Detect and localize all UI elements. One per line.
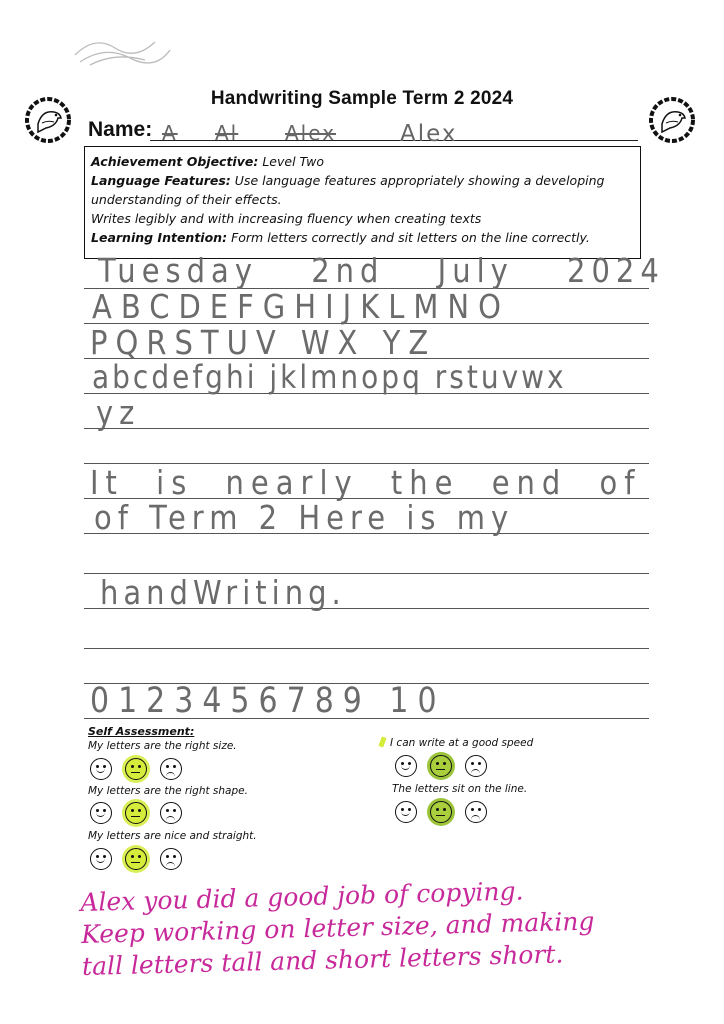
neutral-face-icon[interactable] [125, 848, 147, 870]
ruled-line [84, 428, 649, 429]
language-text: Use language features appropriately showing a developing understanding of their effects. [91, 173, 605, 207]
smiley-row [395, 755, 487, 777]
objectives-box [84, 146, 641, 259]
name-value: Alex [400, 121, 458, 147]
hw-numbers: 0123456789 10 [90, 680, 446, 721]
page-title: Handwriting Sample Term 2 2024 [210, 88, 514, 109]
feedback-line: Alex you did a good job of copying. [80, 876, 524, 917]
intention-text: Form letters correctly and sit letters on the line correctly. [231, 230, 590, 245]
name-attempt-3: Alex [285, 121, 337, 145]
assessment-statement: My letters are the right size. [88, 740, 237, 752]
sad-face-icon[interactable] [160, 758, 182, 780]
achievement-label: Achievement Objective: [91, 154, 259, 169]
hw-sentence-1: It is nearly the end of [90, 462, 642, 502]
scribble-mark [70, 30, 180, 70]
ruled-line [84, 648, 649, 649]
hw-upper-1: ABCDEFGHIJKLMNO [92, 286, 510, 326]
feedback-line: Keep working on letter size, and making [80, 906, 595, 949]
sad-face-icon[interactable] [465, 755, 487, 777]
hw-date: Tuesday 2nd July 2024 [98, 250, 665, 290]
neutral-face-icon[interactable] [125, 802, 147, 824]
assessment-statement: My letters are the right shape. [88, 785, 248, 797]
smiley-row [90, 758, 182, 780]
name-attempt-2: Al [215, 121, 239, 145]
hw-lower-2: yz [96, 392, 141, 432]
happy-face-icon[interactable] [395, 801, 417, 823]
happy-face-icon[interactable] [395, 755, 417, 777]
neutral-face-icon[interactable] [125, 758, 147, 780]
hw-sentence-2: of Term 2 Here is my [94, 497, 515, 537]
assessment-statement: The letters sit on the line. [392, 783, 528, 795]
smiley-row [90, 848, 182, 870]
sad-face-icon[interactable] [465, 801, 487, 823]
hw-lower-1: abcdefghi jklmnopq rstuvwx [92, 358, 567, 396]
hw-upper-2: PQRSTUV WX YZ [90, 322, 437, 362]
teacher-feedback [80, 872, 642, 983]
hw-sentence-3: handWriting. [100, 572, 346, 612]
happy-face-icon[interactable] [90, 758, 112, 780]
sad-face-icon[interactable] [160, 802, 182, 824]
smiley-row [395, 801, 487, 823]
writes-text: Writes legibly and with increasing fluency when creating texts [91, 211, 482, 226]
neutral-face-icon[interactable] [430, 755, 452, 777]
feedback-line: tall letters tall and short letters short. [81, 939, 564, 981]
neutral-face-icon[interactable] [430, 801, 452, 823]
smiley-row [90, 802, 182, 824]
happy-face-icon[interactable] [90, 802, 112, 824]
name-attempt-1: A [162, 121, 178, 145]
self-assessment-title: Self Assessment: [88, 725, 195, 738]
name-label: Name: [88, 118, 153, 141]
achievement-text: Level Two [262, 154, 325, 169]
assessment-statement: My letters are nice and straight. [88, 830, 257, 842]
happy-face-icon[interactable] [90, 848, 112, 870]
intention-label: Learning Intention: [91, 230, 228, 245]
sad-face-icon[interactable] [160, 848, 182, 870]
assessment-statement: I can write at a good speed [390, 737, 534, 749]
language-label: Language Features: [91, 173, 231, 188]
highlight-tick [378, 736, 386, 747]
